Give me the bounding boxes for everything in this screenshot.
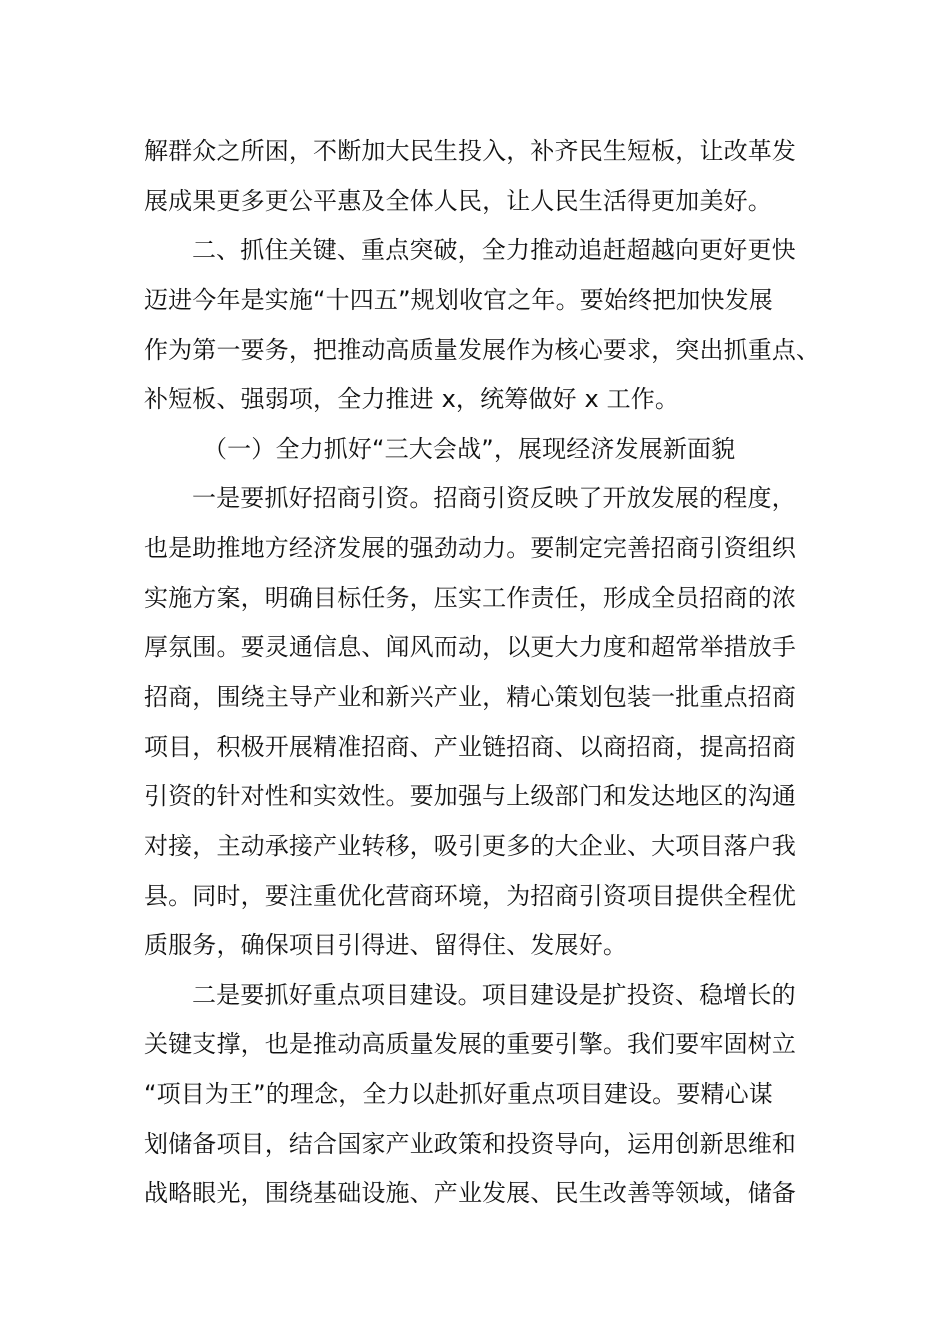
text-line: “项目为王”的理念，全力以赴抓好重点项目建设。要精心谋	[144, 1080, 773, 1108]
text-line: 招商，围绕主导产业和新兴产业，精心策划包装一批重点招商	[144, 683, 797, 711]
text-line: 二是要抓好重点项目建设。项目建设是扩投资、稳增长的	[192, 981, 796, 1009]
text-line: 引资的针对性和实效性。要加强与上级部门和发达地区的沟通	[144, 782, 797, 810]
text-line: 也是助推地方经济发展的强劲动力。要制定完善招商引资组织	[144, 534, 797, 562]
text-line: 展成果更多更公平惠及全体人民，让人民生活得更加美好。	[144, 187, 772, 215]
text-line: 划储备项目，结合国家产业政策和投资导向，运用创新思维和	[144, 1130, 797, 1158]
text-line: 厚氛围。要灵通信息、闻风而动，以更大力度和超常举措放手	[144, 633, 797, 661]
text-line: 迈进今年是实施“十四五”规划收官之年。要始终把加快发展	[144, 286, 773, 314]
text-line: 对接，主动承接产业转移，吸引更多的大企业、大项目落户我	[144, 832, 797, 860]
text-line: 一是要抓好招商引资。招商引资反映了开放发展的程度，	[192, 484, 796, 512]
text-line: 作为第一要务，把推动高质量发展作为核心要求，突出抓重点、	[144, 336, 821, 364]
text-line: 解群众之所困，不断加大民生投入，补齐民生短板，让改革发	[144, 137, 797, 165]
text-line: 战略眼光，围绕基础设施、产业发展、民生改善等领域，储备	[144, 1179, 797, 1207]
text-line: 实施方案，明确目标任务，压实工作责任，形成全员招商的浓	[144, 584, 797, 612]
text-line: 项目，积极开展精准招商、产业链招商、以商招商，提高招商	[144, 733, 797, 761]
text-line: 关键支撑，也是推动高质量发展的重要引擎。我们要牢固树立	[144, 1030, 797, 1058]
section-heading: 二、抓住关键、重点突破，全力推动追赶超越向更好更快	[192, 236, 796, 264]
text-line: 县。同时，要注重优化营商环境，为招商引资项目提供全程优	[144, 882, 797, 910]
subsection-heading: （一）全力抓好“三大会战”，展现经济发展新面貌	[203, 435, 736, 463]
text-line: 质服务，确保项目引得进、留得住、发展好。	[144, 931, 627, 959]
text-line: 补短板、强弱项，全力推进 x，统筹做好 x 工作。	[144, 385, 680, 413]
